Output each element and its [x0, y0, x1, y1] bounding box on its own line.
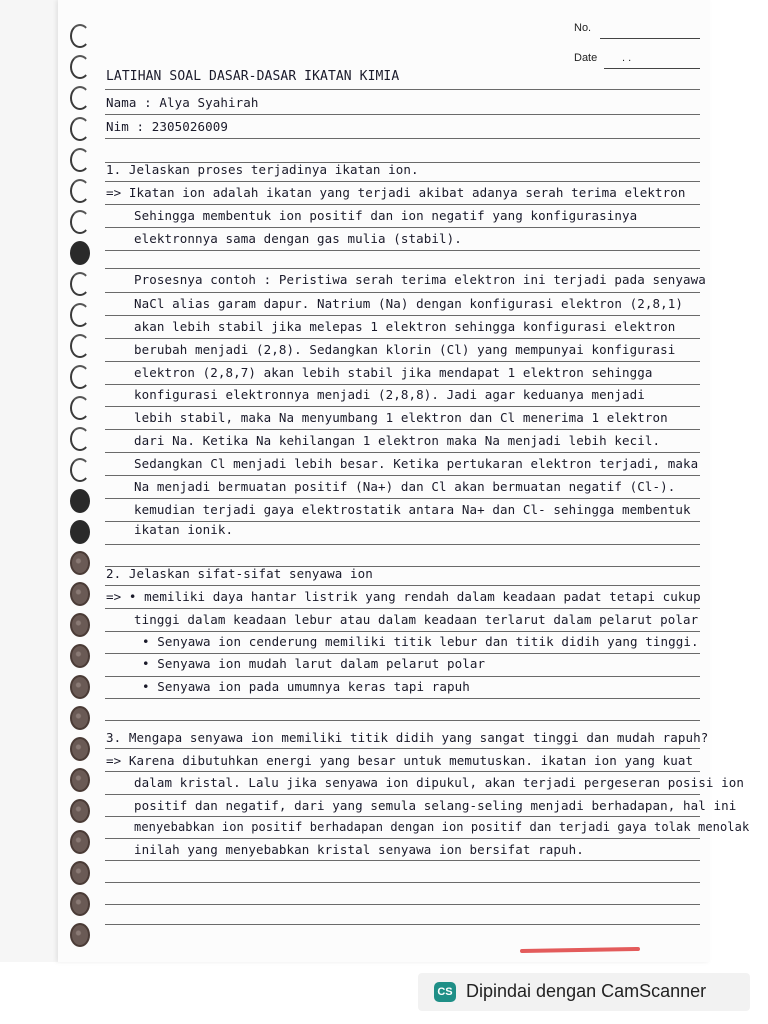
ruled-line — [105, 882, 700, 883]
binding-ring — [70, 799, 90, 821]
ruled-line — [105, 114, 700, 115]
answer-line: konfigurasi elektronnya menjadi (2,8,8). Jadi agar keduanya menjadi — [134, 387, 645, 402]
ring-hole — [70, 365, 90, 389]
answer-line: dari Na. Ketika Na kehilangan 1 elektron maka Na menjadi lebih kecil. — [134, 433, 661, 448]
binding-ring — [70, 551, 90, 573]
ruled-line — [105, 227, 700, 228]
answer-line: Sehingga membentuk ion positif dan ion negatif yang konfigurasinya — [134, 208, 638, 223]
ruled-line — [105, 498, 700, 499]
no-label: No. — [574, 22, 592, 34]
ruled-line — [105, 452, 700, 453]
date-line — [604, 68, 700, 69]
question-3: 3. Mengapa senyawa ion memiliki titik didih yang sangat tinggi dan mudah rapuh? — [106, 730, 709, 745]
ruled-line — [105, 384, 700, 385]
answer-line: => Karena dibutuhkan energi yang besar untuk memutuskan. ikatan ion yang kuat — [106, 753, 694, 768]
ruled-line — [105, 771, 700, 772]
notebook-binding — [0, 0, 58, 962]
ring-hole — [70, 582, 90, 606]
binding-ring — [70, 520, 90, 542]
scanner-caption: Dipindai dengan CamScanner — [466, 981, 707, 1001]
ruled-line — [105, 838, 700, 839]
ring-hole — [70, 24, 90, 48]
answer-line: ikatan ionik. — [134, 522, 234, 537]
ring-hole — [70, 551, 90, 575]
binding-ring — [70, 644, 90, 666]
ruled-line — [105, 361, 700, 362]
name-line: Nama : Alya Syahirah — [106, 95, 259, 110]
binding-ring — [70, 923, 90, 945]
ring-hole — [70, 520, 90, 544]
answer-line: positif dan negatif, dari yang semula selang-seling menjadi berhadapan, hal ini — [134, 798, 737, 813]
binding-ring — [70, 303, 90, 325]
binding-ring — [70, 334, 90, 356]
answer-line: elektronnya sama dengan gas mulia (stabil). — [134, 231, 462, 246]
ruled-line — [105, 585, 700, 586]
binding-ring — [70, 55, 90, 77]
ring-hole — [70, 179, 90, 203]
answer-line: • Senyawa ion cenderung memiliki titik lebur dan titik didih yang tinggi. — [142, 634, 699, 649]
ruled-line — [105, 720, 700, 721]
ring-hole — [70, 272, 90, 296]
binding-ring — [70, 675, 90, 697]
ring-hole — [70, 427, 90, 451]
camscanner-watermark — [418, 973, 750, 1011]
binding-ring — [70, 458, 90, 480]
ruled-line — [105, 748, 700, 749]
ruled-line — [105, 924, 700, 925]
ring-hole — [70, 148, 90, 172]
ruled-line — [105, 676, 700, 677]
ring-hole — [70, 613, 90, 637]
binding-ring — [70, 210, 90, 232]
answer-line: => • memiliki daya hantar listrik yang rendah dalam keadaan padat tetapi cukup — [106, 589, 701, 604]
ring-hole — [70, 55, 90, 79]
ruled-line — [105, 268, 700, 269]
ring-hole — [70, 334, 90, 358]
ruled-line — [105, 794, 700, 795]
date-label: Date — [574, 52, 598, 64]
ruled-line — [105, 475, 700, 476]
ruled-line — [105, 860, 700, 861]
ring-hole — [70, 644, 90, 668]
answer-line: elektron (2,8,7) akan lebih stabil jika mendapat 1 elektron sehingga — [134, 365, 653, 380]
ring-hole — [70, 861, 90, 885]
ruled-line — [105, 204, 700, 205]
ruled-line — [105, 138, 700, 139]
ruled-line — [105, 429, 700, 430]
binding-ring — [70, 830, 90, 852]
answer-line: dalam kristal. Lalu jika senyawa ion dipukul, akan terjadi pergeseran posisi ion — [134, 775, 745, 790]
answer-line: • Senyawa ion mudah larut dalam pelarut polar — [142, 656, 486, 671]
binding-ring — [70, 427, 90, 449]
question-2: 2. Jelaskan sifat-sifat senyawa ion — [106, 566, 373, 581]
ruled-line — [105, 608, 700, 609]
binding-ring — [70, 706, 90, 728]
ruled-line — [105, 406, 700, 407]
answer-line: Prosesnya contoh : Peristiwa serah terima elektron ini terjadi pada senyawa — [134, 272, 706, 287]
binding-ring — [70, 582, 90, 604]
binding-ring — [70, 365, 90, 387]
nim-line: Nim : 2305026009 — [106, 119, 229, 134]
binding-ring — [70, 179, 90, 201]
answer-line: NaCl alias garam dapur. Natrium (Na) dengan konfigurasi elektron (2,8,1) — [134, 296, 684, 311]
ruled-line — [105, 338, 700, 339]
no-line — [600, 38, 700, 39]
binding-ring — [70, 613, 90, 635]
binding-ring — [70, 272, 90, 294]
binding-ring — [70, 768, 90, 790]
binding-ring — [70, 86, 90, 108]
ruled-line — [105, 292, 700, 293]
ring-hole — [70, 737, 90, 761]
ring-hole — [70, 241, 90, 265]
answer-line: kemudian terjadi gaya elektrostatik antara Na+ dan Cl- sehingga membentuk — [134, 502, 691, 517]
binding-ring — [70, 861, 90, 883]
answer-line: lebih stabil, maka Na menyumbang 1 elektron dan Cl menerima 1 elektron — [134, 410, 668, 425]
ring-hole — [70, 86, 90, 110]
ruled-line — [105, 315, 700, 316]
ring-hole — [70, 117, 90, 141]
binding-ring — [70, 489, 90, 511]
ruled-line — [105, 631, 700, 632]
binding-ring — [70, 24, 90, 46]
ring-hole — [70, 210, 90, 234]
ruled-line — [105, 89, 700, 90]
answer-line: Sedangkan Cl menjadi lebih besar. Ketika pertukaran elektron terjadi, maka — [134, 456, 699, 471]
binding-ring — [70, 737, 90, 759]
answer-line: akan lebih stabil jika melepas 1 elektron sehingga konfigurasi elektron — [134, 319, 676, 334]
ring-hole — [70, 830, 90, 854]
binding-ring — [70, 117, 90, 139]
ring-hole — [70, 396, 90, 420]
binding-ring — [70, 396, 90, 418]
ring-hole — [70, 303, 90, 327]
ruled-line — [105, 250, 700, 251]
ruled-line — [105, 544, 700, 545]
ring-hole — [70, 706, 90, 730]
ring-hole — [70, 489, 90, 513]
ruled-line — [105, 904, 700, 905]
answer-line: berubah menjadi (2,8). Sedangkan klorin (Cl) yang mempunyai konfigurasi — [134, 342, 676, 357]
ring-hole — [70, 675, 90, 699]
answer-line: inilah yang menyebabkan kristal senyawa ion bersifat rapuh. — [134, 842, 584, 857]
ruled-line — [105, 698, 700, 699]
ring-hole — [70, 799, 90, 823]
answer-line: tinggi dalam keadaan lebur atau dalam keadaan terlarut dalam pelarut polar — [134, 612, 699, 627]
ring-hole — [70, 768, 90, 792]
ring-hole — [70, 923, 90, 947]
answer-line: • Senyawa ion pada umumnya keras tapi rapuh — [142, 679, 470, 694]
ruled-line — [105, 816, 700, 817]
date-value: . . — [622, 52, 632, 64]
ring-hole — [70, 458, 90, 482]
binding-ring — [70, 892, 90, 914]
answer-line: => Ikatan ion adalah ikatan yang terjadi akibat adanya serah terima elektron — [106, 185, 686, 200]
answer-line: menyebabkan ion positif berhadapan dengan ion positif dan terjadi gaya tolak menolak — [134, 820, 750, 834]
question-1: 1. Jelaskan proses terjadinya ikatan ion. — [106, 162, 419, 177]
binding-ring — [70, 148, 90, 170]
ruled-line — [105, 181, 700, 182]
ruled-line — [105, 653, 700, 654]
camscanner-logo-icon: CS — [434, 982, 456, 1002]
answer-line: Na menjadi bermuatan positif (Na+) dan Cl akan bermuatan negatif (Cl-). — [134, 479, 676, 494]
ring-hole — [70, 892, 90, 916]
binding-ring — [70, 241, 90, 263]
page-title: LATIHAN SOAL DASAR-DASAR IKATAN KIMIA — [106, 69, 400, 84]
